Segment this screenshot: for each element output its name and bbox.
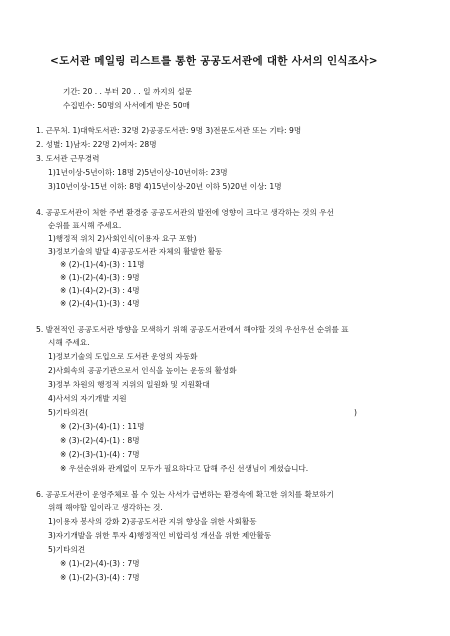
q5-other-label: 5)기타의견( <box>48 408 89 417</box>
q5-note: ※ 우선순위와 관계없이 모두가 필요하다고 답해 주신 선생님이 계셨습니다. <box>60 464 309 473</box>
q4-question-line2: 순위를 표시해 주세요. <box>48 221 122 230</box>
q5-option: 1)정보기술의 도입으로 도서관 운영의 자동화 <box>48 352 198 361</box>
q5-result: ※ (2)-(3)-(1)-(4) : 7명 <box>60 450 140 459</box>
q4-options-row1: 1)행정적 위치 2)사회인식(이용자 요구 포함) <box>48 234 197 243</box>
q5-question-line1: 5. 발전적인 공공도서관 방향을 모색하기 위해 공공도서관에서 해야할 것의 우선우선 순위를 표 <box>36 325 349 334</box>
q5-result: ※ (3)-(2)-(4)-(1) : 8명 <box>60 436 140 445</box>
q5-result: ※ (2)-(3)-(4)-(1) : 11명 <box>60 422 145 431</box>
q5-option: 4)사서의 자기개발 지원 <box>48 394 127 403</box>
q6-options-row2: 3)자기개발을 위한 투자 4)행정적인 비합리성 개선을 위한 제안활동 <box>48 531 272 540</box>
q1-affiliation: 1. 근무처. 1)대학도서관: 32명 2)공공도서관: 9명 3)전문도서관 또는 기타: 9명 <box>36 126 302 135</box>
q3-career-row1: 1)1년이상-5년이하: 18명 2)5년이상-10년이하: 23명 <box>48 168 228 177</box>
q5-option: 3)정부 차원의 행정적 지위의 일원화 및 지원확대 <box>48 380 210 389</box>
q4-result: ※ (2)-(4)-(1)-(3) : 4명 <box>60 299 140 308</box>
q2-gender: 2. 성별: 1)남자: 22명 2)여자: 28명 <box>36 140 157 149</box>
q6-result: ※ (1)-(2)-(3)-(4) : 7명 <box>60 573 140 582</box>
q3-career-row2: 3)10년이상-15년 이하: 8명 4)15년이상-20년 이하 5)20년 이상: 1명 <box>48 182 282 191</box>
q6-question-line2: 위해 해야할 일이라고 생각하는 것. <box>48 503 163 512</box>
q6-other-label: 5)기타의견 <box>48 545 86 554</box>
q6-options-row1: 1)이용자 봉사의 강화 2)공공도서관 지위 향상을 위한 사회활동 <box>48 517 257 526</box>
q5-other-close: ) <box>354 408 357 417</box>
q4-question-line1: 4. 공공도서관이 처한 주변 환경중 공공도서관의 발전에 영향이 크다고 생각하는 것의 우선 <box>36 208 334 217</box>
q6-question-line1: 6. 공공도서관이 운영주체로 볼 수 있는 사서가 급변하는 환경속에 확고한 위치를 확보하기 <box>36 490 334 499</box>
q5-option: 2)사회속의 공공기관으로서 인식을 높이는 운동의 활성화 <box>48 366 237 375</box>
q5-question-line2: 시해 주세요. <box>48 338 90 347</box>
q4-result: ※ (2)-(1)-(4)-(3) : 11명 <box>60 260 145 269</box>
q3-career-title: 3. 도서관 근무경력 <box>36 154 100 163</box>
survey-period: 기간: 20 . . 부터 20 . . 일 까지의 설문 <box>63 87 193 96</box>
q4-result: ※ (1)-(2)-(4)-(3) : 9명 <box>60 273 140 282</box>
q4-options-row2: 3)정보기술의 발달 4)공공도서관 자체의 활발한 활동 <box>48 247 223 256</box>
q6-result: ※ (1)-(2)-(4)-(3) : 7명 <box>60 559 140 568</box>
document-title: <도서관 메일링 리스트를 통한 공공도서관에 대한 사서의 인식조사> <box>50 55 378 67</box>
survey-count: 수집빈수: 50명의 사서에게 받은 50매 <box>63 101 190 110</box>
q4-result: ※ (1)-(4)-(2)-(3) : 4명 <box>60 286 140 295</box>
